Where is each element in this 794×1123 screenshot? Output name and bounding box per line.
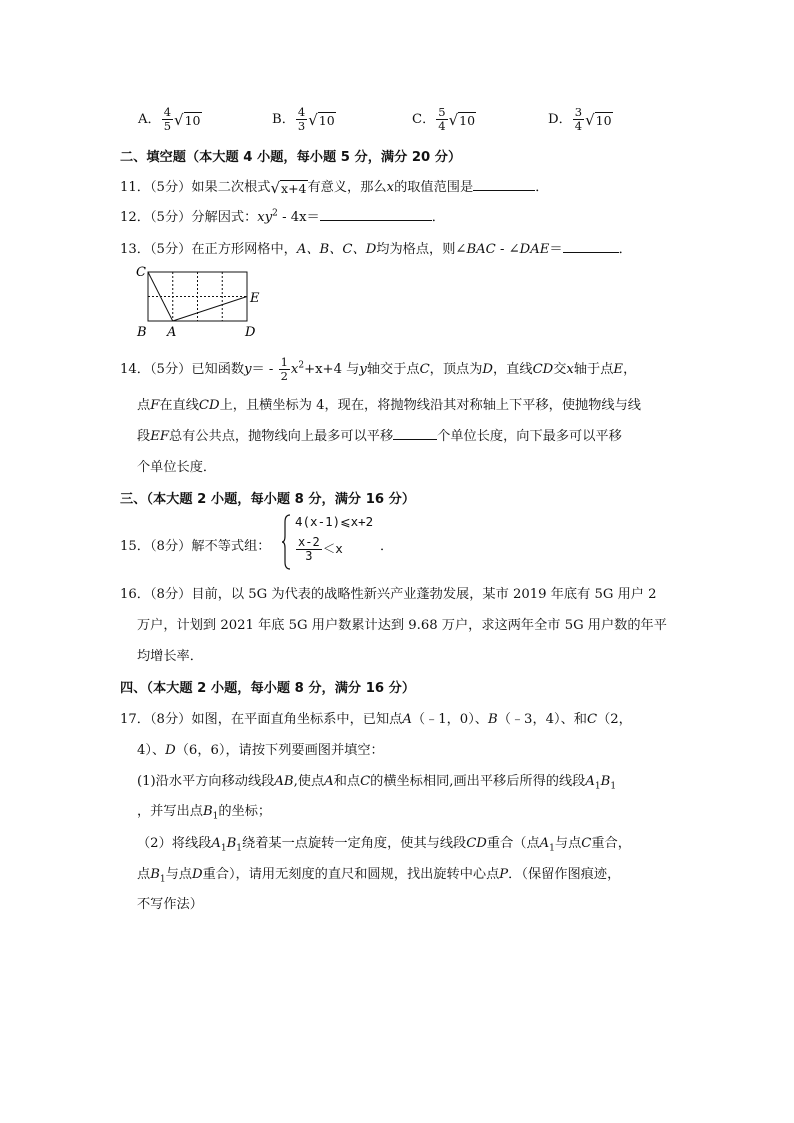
answer-blank (563, 240, 619, 253)
question-17-part-2-line-1: （2）将线段$A_1B_1$绕着某一点旋转一定角度，使其与线段CD重合（点$A_1$与点C重合， (137, 836, 631, 854)
grid-figure (134, 264, 264, 340)
q10-option-c: C． $\frac{5}{4}$ √10 (412, 105, 476, 133)
question-16-line-3: 均增长率． (137, 649, 203, 664)
section-2-title: 二、填空题（本大题 4 小题，每小题 5 分，满分 20 分） (120, 150, 462, 165)
question-17-part-2-line-2: 点$B_1$与点D重合），请用无刻度的直尺和圆规，找出旋转中心点P．（保留作图痕迹， (137, 867, 621, 885)
label-e: E (250, 291, 260, 306)
segment-ae (173, 297, 247, 322)
answer-blank (320, 208, 432, 221)
system-brace (282, 514, 292, 570)
question-14-line-3: 段EF总有公共点，抛物线向上最多可以平移 个单位长度，向下最多可以平移 (137, 429, 622, 444)
q10-option-a: A． $\frac{4}{5}$ √10 (138, 105, 201, 133)
q10-option-b: B． $\frac{4}{3}$ √10 (272, 105, 335, 133)
answer-blank (393, 427, 437, 440)
label-a: A (167, 325, 177, 340)
question-17-part-1-line-1: (1)沿水平方向移动线段AB,使点A和点C的横坐标相同,画出平移后所得的线段$A_1B_1$ (137, 774, 617, 792)
section-3-title: 三、（本大题 2 小题，每小题 8 分，满分 16 分） (120, 492, 416, 507)
question-13: 13．（5分）在正方形网格中，A、B、C、D均为格点，则∠BAC - ∠DAE＝ ． (120, 242, 632, 257)
label-d: D (245, 325, 256, 340)
question-14-line-4: 个单位长度． (137, 460, 217, 475)
question-11: 11．（5分）如果二次根式√x+4有意义，那么x的取值范围是 ． (120, 178, 549, 197)
question-14-line-2: 点F在直线CD上，且横坐标为 4，现在，将抛物线沿其对称轴上下平移，使抛物线与线 (137, 398, 641, 413)
answer-blank (473, 178, 535, 191)
question-15-label: 15．（8分）解不等式组： (120, 539, 271, 554)
inequality-1: 4(x-1)⩽x+2 (295, 514, 374, 529)
q10-option-d: D． $\frac{3}{4}$ √10 (548, 105, 612, 133)
question-17-part-1-line-2: ，并写出点$B_1$的坐标； (137, 804, 272, 822)
question-16-line-2: 万户，计划到 2021 年底 5G 用户数累计达到 9.68 万户，求这两年全市 5G 用户数的年平 (137, 618, 667, 633)
label-c: C (136, 265, 146, 280)
label-b: B (137, 325, 147, 340)
inequality-2: $\frac{x-2}{3}$ ＜x (298, 535, 343, 563)
question-17-part-2-line-3: 不写作法） (137, 897, 203, 912)
question-15-end: ． (380, 539, 394, 554)
question-16-line-1: 16．（8分）目前，以 5G 为代表的战略性新兴产业蓬勃发展，某市 2019 年底有 5G 用户 2 (120, 587, 657, 602)
question-12: 12．（5分）分解因式：$xy^2 - 4x=$ ． (120, 208, 445, 225)
question-17-line-2: 4）、D（6，6），请按下列要画图并填空： (137, 743, 384, 758)
section-4-title: 四、（本大题 2 小题，每小题 8 分，满分 16 分） (120, 681, 416, 696)
question-14-line-1: 14．（5分）已知函数y＝ - $\frac{1}{2}$ $x^2+x+4$ 与y轴交于点C，顶点为D，直线CD交x轴于点E， (120, 355, 637, 383)
question-17-line-1: 17．（8分）如图，在平面直角坐标系中，已知点A（﹣1，0）、B（﹣3，4）、和C（2， (120, 712, 632, 727)
